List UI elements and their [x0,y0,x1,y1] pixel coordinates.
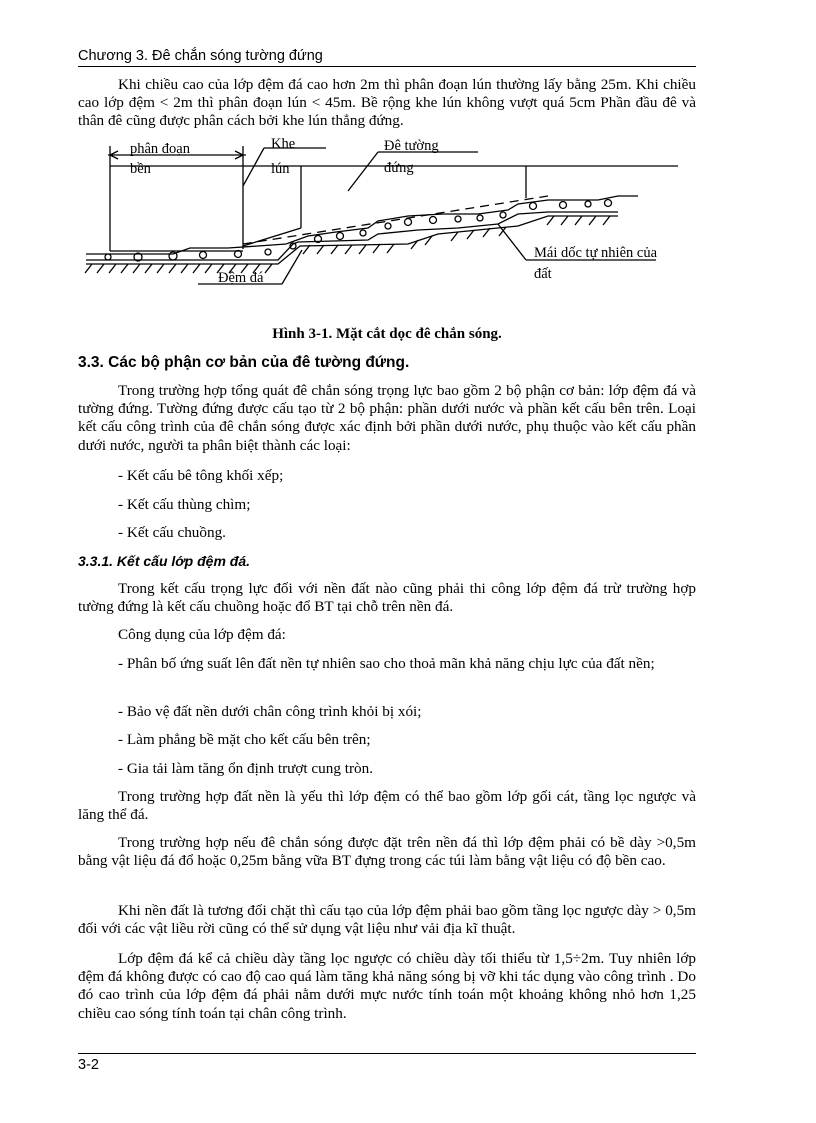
use-item: - Bảo vệ đất nền dưới chân công trình khỏi bị xói; [118,703,422,720]
uses-intro: Công dụng của lớp đệm đá: [118,626,286,643]
type-item: - Kết cấu chuồng. [118,524,226,541]
use-item: - Làm phẳng bề mặt cho kết cấu bên trên; [118,731,371,748]
use-item: - Gia tải làm tăng ổn định trượt cung tròn. [118,760,373,777]
wall-label-line2: đứng [384,160,414,176]
bedding-paragraph-3: Trong trường hợp nếu đê chắn sóng được đặt trên nền đá thì lớp đệm phải có bề dày >0,5m bằng vật liệu đá đổ hoặc 0,25m bằng vữa BT đựng trong các túi làm bằng vật liệu có độ bền cao. [78,834,696,870]
slope-label-line2: đất [534,266,552,282]
segment-label-line1: phân đoạn [130,141,190,157]
intro-paragraph: Khi chiều cao của lớp đệm đá cao hơn 2m thì phân đoạn lún thường lấy bằng 25m. Khi chiều cao lớp đệm < 2m thì phân đoạn lún < 45m. Bề rộng khe lún không vượt quá 5cm Phần đầu đê và thân đê cũng được phân cách bởi khe lún thẳng đứng. [78,76,696,130]
section-3-3-heading: 3.3. Các bộ phận cơ bản của đê tường đứng. [78,354,410,371]
type-item: - Kết cấu bê tông khối xếp; [118,467,284,484]
joint-label-line1: Khe [271,136,296,152]
bedding-label: Đệm đá [218,270,264,286]
bedding-paragraph-5: Lớp đệm đá kể cả chiều dày tầng lọc ngược có chiều dày tối thiểu từ 1,5÷2m. Tuy nhiên lớp đệm đá không được có cao độ cao quá làm tăng khả năng sóng bị vỡ khi tác dụng vào công trình . Do đó cao trình của lớp đệm đá phải nằm dưới mực nước tính toán một khoảng không nhỏ hơn 1,25 chiều cao sóng tính toán tại chân công trình. [78,950,696,1022]
bedding-paragraph-4: Khi nền đất là tương đối chặt thì cấu tạo của lớp đệm phải bao gồm tầng lọc ngược dày > 0,5m đối với các vật liều rời cũng có thể sử dụng vật liệu như vải địa kĩ thuật. [78,902,696,938]
wall-label-line1: Đê tường [384,138,439,154]
bedding-paragraph-2: Trong trường hợp đất nền là yếu thì lớp đệm có thể bao gồm lớp gối cát, tầng lọc ngược và lăng thể đá. [78,788,696,824]
natural-slope-dashed-line [243,196,548,244]
section-3-3-1-heading: 3.3.1. Kết cấu lớp đệm đá. [78,553,251,569]
header-divider [78,66,696,67]
slope-label-line1: Mái dốc tự nhiên của [534,245,658,261]
page-number: 3-2 [78,1057,99,1073]
type-item: - Kết cấu thùng chìm; [118,496,251,513]
breakwater-longitudinal-section-figure [78,136,698,321]
joint-label-line2: lún [271,161,290,177]
section-3-3-paragraph: Trong trường hợp tổng quát đê chắn sóng trọng lực bao gồm 2 bộ phận cơ bản: lớp đệm đá và tường đứng. Tường đứng được cấu tạo từ 2 bộ phận: phần dưới nước và phần kết cấu bên trên. Loại kết cấu công trình của đê chắn sóng được xác định bởi phần dưới nước, phụ thuộc vào kết cấu phần dưới nước, người ta phân biệt thành các loại: [78,382,696,454]
use-item: - Phân bố ứng suất lên đất nền tự nhiên sao cho thoả mãn khả năng chịu lực của đất nền; [118,655,655,672]
footer-divider [78,1053,696,1054]
chapter-header: Chương 3. Đê chắn sóng tường đứng [78,48,323,64]
figure-caption: Hình 3-1. Mặt cắt dọc đê chắn sóng. [272,326,502,342]
bedding-paragraph-1: Trong kết cấu trọng lực đối với nền đất nào cũng phải thi công lớp đệm đá trừ trường hợp tường đứng là kết cấu chuồng hoặc đổ BT tại chỗ trên nền đá. [78,580,696,616]
segment-label-line2: bền [130,161,151,177]
